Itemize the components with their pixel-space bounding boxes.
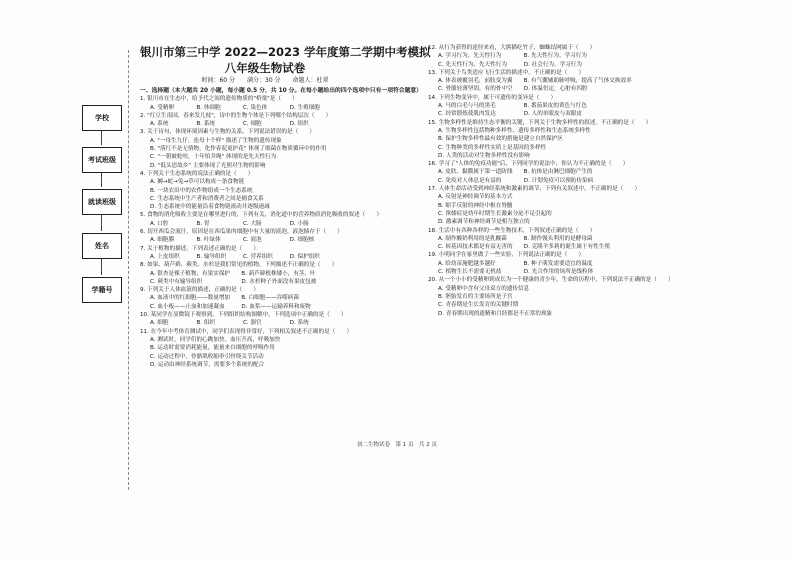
fold-line (128, 50, 129, 490)
student-id-field[interactable]: 学籍号 (82, 277, 122, 303)
question-text: 2. "红豆生南国，春来发几枝"，诗中的生物个体是下列哪个结构层次（ ） (140, 112, 332, 119)
answer-options: C. 转基因技术都是有益无害的 D. 克隆羊多莉的诞生属于有性生殖 (438, 244, 610, 251)
answer-options: A. 反射是神经调节的基本方式 (438, 194, 513, 201)
answer-options: A. 测试时，同学们的心跳加快，血压升高，呼吸加快 (150, 336, 281, 343)
question-text: 4. 下列关于生态系统的说法正确的是（ ） (140, 170, 254, 177)
answer-options: A. 口腔 B. 胃 C. 大肠 D. 小肠 (150, 220, 309, 227)
answer-options: C. 骨骼轻薄坚固，有的骨中空 D. 体温恒定，心脏有四腔 (438, 86, 588, 93)
answer-options: A. 银杏是裸子植物，有果实保护 B. 葫芦藓植株矮小，有茎、叶 (150, 270, 316, 277)
answer-options: A. 马的白毛与马的黑毛 B. 番茄果皮的黄色与红色 (438, 103, 587, 110)
answer-options: D. 人类的活动对生物多样性没有影响 (438, 152, 530, 159)
question-text: 12. 从行为获得的途径来看，大熊猫吃竹子，蜘蛛结网属于（ ） (428, 45, 596, 51)
question-text: 18. 生活中有各种各样的一些生物技术，下列叙述正确的是（ ） (428, 227, 596, 234)
class-field[interactable]: 就读班级 (82, 189, 122, 215)
answer-options: A. 受精卵中含有父母双方的遗传信息 (438, 285, 530, 292)
answer-options: A. 给幼苗施肥越多越好 B. 种子萌发需要适宜的温度 (438, 260, 593, 267)
question-list-left (140, 95, 420, 369)
question-text: 8. 如果、葫芦藓、蕨类、水杉是我们常见的植物，下列描述不正确的是（ ） (140, 262, 338, 269)
answer-options: A. 受精卵 B. 体细胞 C. 染色体 D. 生殖细胞 (150, 104, 320, 111)
question-text: 11. 在今年中考体育测试中，同学们表现得非常好，下列相关叙述不正确的是（ ） (140, 328, 353, 335)
page-footer: 初二生物试卷 第 1 页 共 2 页 (357, 442, 437, 448)
answer-options: C. 植物生长不需要无机盐 D. 光合作用的场所是线粒体 (438, 269, 594, 276)
exam-class-field[interactable]: 考试班级 (82, 147, 122, 173)
answer-options: C. 免疫对人体总是有益的 D. 计划免疫可以预防传染病 (438, 177, 594, 184)
question-text: 9. 下列关于人体血液的描述，正确的是（ ） (140, 287, 259, 294)
question-list-right (428, 44, 758, 318)
answer-options: C. 侏儒症是幼年时期生长激素分泌不足引起的 (438, 210, 552, 217)
divider (101, 215, 102, 231)
name-field[interactable]: 姓名 (82, 233, 122, 259)
question-text: 16. 学习了"人体的免疫功能"后，下列同学的说法中，你认为不正确的是（ ） (428, 161, 629, 168)
answer-options: B. 运动时需要消耗能量，能量来自细胞的呼吸作用 (150, 345, 275, 352)
answer-options: A. 制作酸奶利用的是乳酸菌 B. 制作馒头利用的是酵母菌 (438, 235, 593, 242)
question-text: 15. 生物多样性是维持生态平衡的关键，下列关于生物多样性的叙述，不正确的是（ ） (428, 119, 652, 126)
answer-options: D. 激素调节和神经调节是相互独立的 (438, 219, 530, 226)
answer-options: B. 保护生物多样性最有效的措施是建立自然保护区 (438, 136, 563, 143)
question-text: 7. 关于植物的描述，下列表述正确的是（ ） (140, 245, 259, 252)
answer-options: D. 运动由神经系统调节，需要多个系统的配合 (150, 361, 265, 368)
question-text: 17. 人体生命活动受到神经系统和激素的调节，下列有关叙述中，不正确的是（ ） (428, 186, 641, 193)
divider (101, 131, 102, 145)
answer-options: C. 蕨类中有输导组织 D. 水杉种子外面没有果皮包被 (150, 278, 317, 285)
divider (101, 173, 102, 187)
answer-options: D. 生态系统中的能量沿着食物链流动并逐级递减 (150, 204, 270, 211)
exam-meta: 时间：60 分 满分：30 分 命题人：杜翠 (201, 77, 329, 84)
answer-options: A. 生物多样性包括物种多样性、遗传多样性和生态系统多样性 (438, 127, 591, 134)
question-text: 20. 从一个小小的受精卵到成长为一个健康的青少年，生命的历程中，下列说法不正确的是（ ） (428, 277, 674, 284)
answer-options: A. 血液中的红细胞——数量增加 B. 白细胞——吞噬病菌 (150, 295, 299, 302)
answer-options: B. 胚胎发育的主要场所是子宫 (438, 293, 513, 300)
question-text: 14. 下列生物变异中，属于可遗传的变异是（ ） (428, 94, 557, 101)
exam-subtitle: 八年级生物试卷 (224, 61, 306, 75)
question-text: 13. 下列关于鸟类适应飞行生活的描述中，不正确的是（ ） (428, 69, 585, 76)
question-text: 10. 某同学在显微镜下观察到，下列组织结构图解中，下列选项中正确的是（ ） (140, 312, 347, 319)
answer-options: C. 经常锻炼使肌肉发达 D. 人的单眼皮与双眼皮 (438, 111, 582, 118)
school-field[interactable]: 学校 (82, 105, 122, 131)
answer-options: C. 先天性行为、先天性行为 D. 社会行为、学习行为 (438, 61, 582, 68)
question-text: 19. 小明同学在家里做了一些实验，下列说法正确的是（ ） (428, 252, 585, 259)
answer-options: A. 系统 B. 系统 C. 细胞 D. 组织 (150, 121, 309, 128)
right-column (428, 44, 758, 318)
answer-options: A. 学习行为、先天性行为 B. 先天性行为、学习行为 (438, 53, 587, 60)
answer-options: B. "落红不是无情物，化作春泥更护花" 体现了细菌在物质循环中的作用 (150, 146, 327, 153)
left-column (140, 44, 431, 369)
question-text: 3. 关于诗句，体现环境因素与生物的关系，下列说法错误的是（ ） (140, 129, 315, 136)
divider (101, 259, 102, 275)
answer-options: A. 上皮组织 B. 输导组织 C. 营养组织 D. 保护组织 (150, 253, 320, 260)
answer-options: A. 体表被覆羽毛，前肢变为翼 B. 有气囊辅助肺呼吸，提高了气体交换效率 (438, 78, 632, 85)
question-text: 1. 银川市在生态中，给予代之间的遗传物质的"桥梁"是（ ） (140, 96, 298, 103)
answer-options: A. 狮→蛇→兔→草可以构成一条食物链 (150, 179, 245, 186)
binding-strip (82, 95, 122, 425)
answer-options: A. 细胞膜 B. 叶绿体 C. 液泡 D. 细胞核 (150, 237, 315, 244)
answer-options: C. "一朝被蛇咬，十年怕井绳" 体现的是先天性行为 (150, 154, 277, 161)
answer-options: C. 青春期是生长发育的关键时期 (438, 302, 519, 309)
question-text: 5. 食物的消化吸收主要是在哪里进行的，下列有关，消化道中的营养物质消化吸收的叙述（ ） (140, 212, 383, 219)
answer-options: C. 生态系统中生产者和消费者之间是捕食关系 (150, 195, 264, 202)
answer-options: A. 细胞 B. 组织 C. 器官 D. 系统 (150, 320, 309, 327)
answer-options: B. 缩手反射的神经中枢在脊髓 (438, 202, 513, 209)
answer-options: A. 皮肤、黏膜属于第一道防线 B. 抗体是由淋巴细胞产生的 (438, 169, 593, 176)
answer-options: C. 生物种类的多样性实质上是基因的多样性 (438, 144, 547, 151)
answer-options: A. "一母生九仔，连母十个样" 描述了生物的遗传现象 (150, 137, 282, 144)
question-text: 6. 切开西瓜会流汁，原因是在西瓜果肉细胞中有大量的液泡，液泡储存于（ ） (140, 229, 343, 236)
answer-options: D. 青春期出现的遗精和月经都是不正常的现象 (438, 310, 553, 317)
answer-options: C. 运动过程中，骨骼肌收缩牵引骨绕关节活动 (150, 353, 264, 360)
section-heading: 一、选择题（本大题共 20 小题，每小题 0.5 分，共 10 分。在每小题给出的四个选项中只有一项符合题意） (140, 88, 422, 94)
exam-title: 银川市第三中学 2022—2023 学年度第二学期中考模拟 (140, 45, 431, 59)
answer-options: C. 血小板——止血和加速凝血 D. 血浆——运输养料和废物 (150, 303, 311, 310)
answer-options: B. 一块农田中的农作物组成一个生态系统 (150, 187, 253, 194)
answer-options: D. "低头思故乡" 主要体现了光照对生物的影响 (150, 162, 266, 169)
